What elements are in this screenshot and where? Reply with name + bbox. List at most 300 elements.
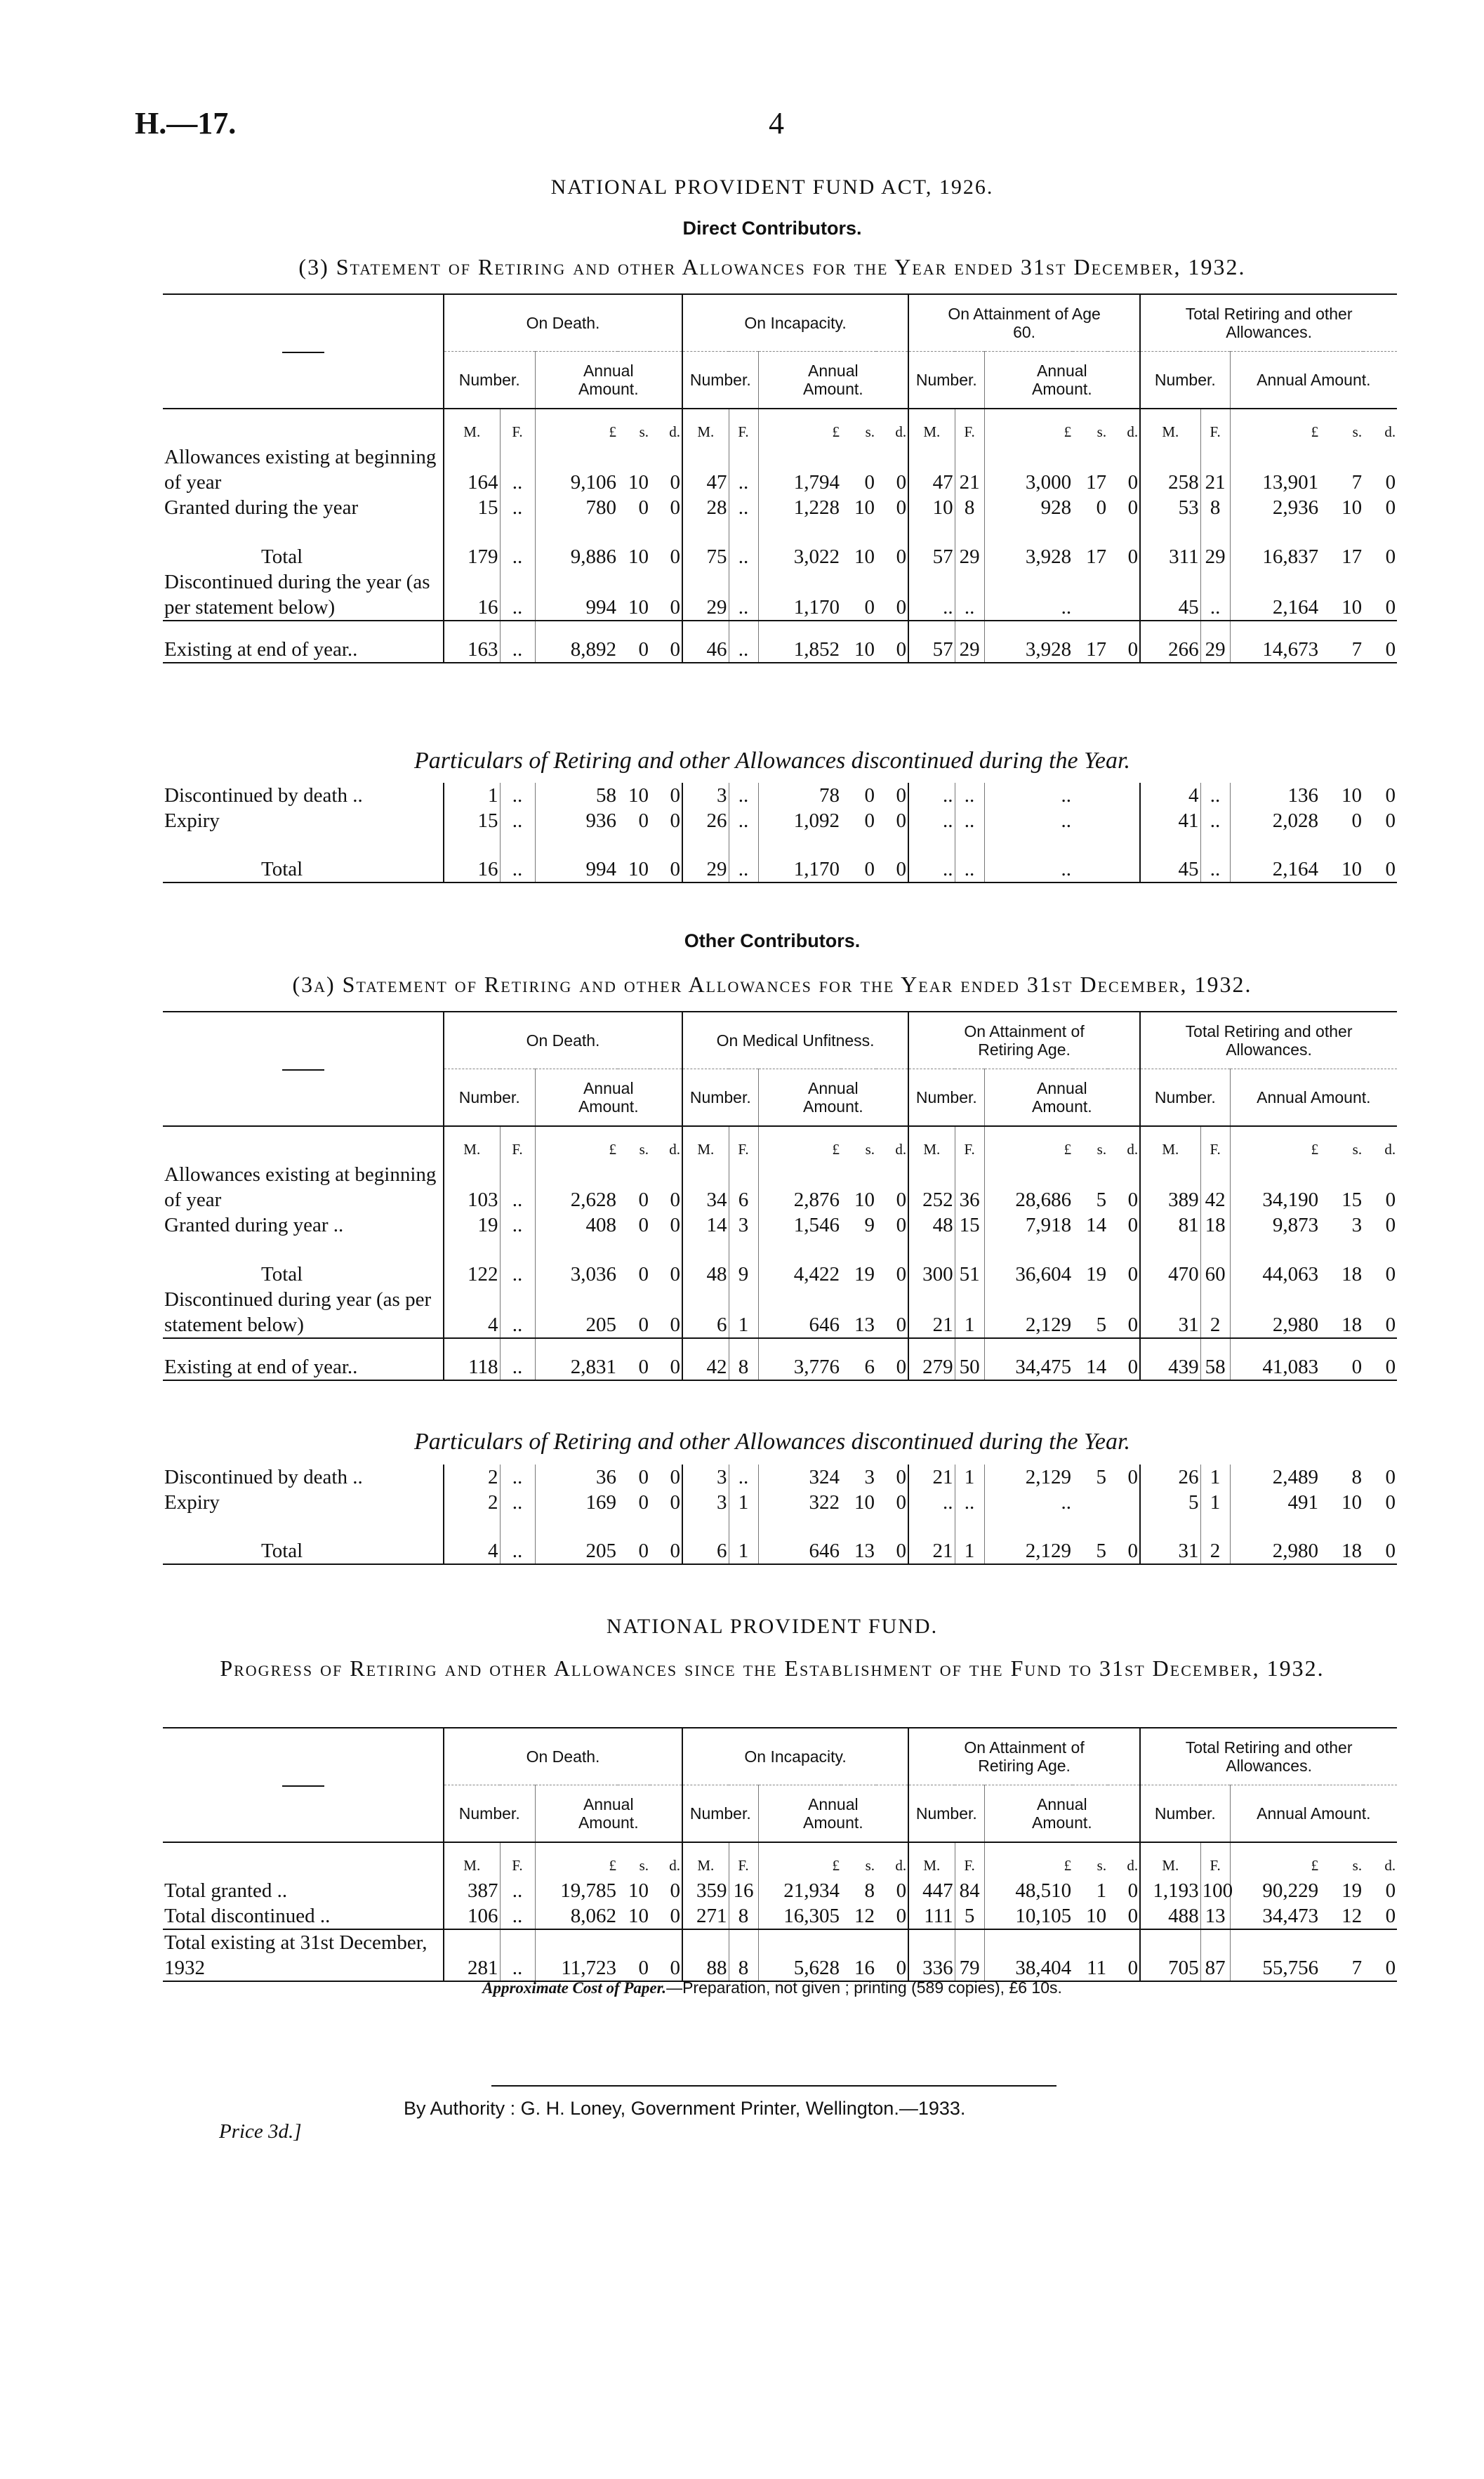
cell-value: 0 <box>670 784 680 807</box>
unit-m: M. <box>908 1126 955 1162</box>
cell-value: 936 <box>535 808 618 833</box>
cell-value: 780 <box>535 495 618 520</box>
cell-value: .. <box>955 1490 984 1515</box>
cell-value: .. <box>955 808 984 833</box>
cell-value: 17 <box>1341 546 1363 568</box>
cell-value: 12 <box>1341 1905 1363 1927</box>
unit-l: £ <box>1230 1126 1320 1162</box>
cell-value: 28,686 <box>984 1162 1073 1212</box>
cell-value: 14 <box>1086 1214 1107 1236</box>
unit-s: s. <box>865 1141 875 1158</box>
cell-value: 26 <box>682 808 729 833</box>
cell-value: 81 <box>1140 1212 1200 1238</box>
cell-value: 21 <box>908 1287 955 1338</box>
cell-value: 10,105 <box>984 1903 1073 1929</box>
unit-d: d. <box>895 1141 907 1158</box>
cell-value: .. <box>500 444 535 495</box>
cell-value: 34,190 <box>1230 1162 1320 1212</box>
cell-value: 34,475 <box>984 1338 1073 1380</box>
cell-value: 164 <box>444 444 500 495</box>
cell-value: 16,837 <box>1230 520 1320 569</box>
number-header: Number. <box>444 352 535 409</box>
column-group-4: Total Retiring and other Allowances. <box>1140 1012 1397 1069</box>
row-label: Total <box>261 858 303 880</box>
unit-s: s. <box>1097 423 1107 440</box>
row-label: Total discontinued .. <box>164 1905 331 1927</box>
cell-value: 10 <box>854 638 875 661</box>
cell-value: 46 <box>682 621 729 663</box>
unit-s: s. <box>1352 423 1363 440</box>
cell-value: 279 <box>908 1338 955 1380</box>
cell-value: 0 <box>670 1189 681 1211</box>
unit-m: M. <box>682 1126 729 1162</box>
cell-value: 3,036 <box>535 1238 618 1287</box>
sec2-subtitle: Other Contributors. <box>684 930 861 951</box>
cell-value: 10 <box>628 1879 649 1902</box>
number-header: Number. <box>444 1785 535 1843</box>
cell-value: 6 <box>729 1162 758 1212</box>
cell-value: .. <box>500 1515 535 1564</box>
unit-f: F. <box>1200 1842 1230 1878</box>
row-label: Granted during year .. <box>164 1214 344 1236</box>
row-label: Total granted .. <box>164 1879 288 1902</box>
cell-value: 29 <box>1200 621 1230 663</box>
cell-value: .. <box>1200 808 1230 833</box>
cell-value: 0 <box>670 1957 681 1979</box>
cell-value: 8 <box>729 1338 758 1380</box>
cell-value: 58 <box>535 783 618 808</box>
cell-value: .. <box>984 1490 1073 1515</box>
cell-value: 1 <box>729 1287 758 1338</box>
cell-value: 0 <box>896 1957 907 1979</box>
cell-value: 100 <box>1200 1878 1230 1903</box>
unit-f: F. <box>729 1842 758 1878</box>
cell-value: 6 <box>864 1356 875 1378</box>
unit-l: £ <box>535 1126 618 1162</box>
cell-value <box>1108 783 1140 808</box>
cell-value: 7 <box>1351 471 1363 494</box>
cell-value: 10 <box>1341 784 1362 807</box>
cell-value: 42 <box>682 1338 729 1380</box>
cell-value: 169 <box>535 1490 618 1515</box>
cell-value: 439 <box>1140 1338 1200 1380</box>
cell-value: 8 <box>1351 1466 1362 1488</box>
cell-value: .. <box>984 833 1073 882</box>
cell-value: 3 <box>864 1466 875 1488</box>
cell-value: 300 <box>908 1238 955 1287</box>
column-group-3: On Attainment of Retiring Age. <box>908 1728 1140 1785</box>
cell-value: 1,193 <box>1140 1878 1200 1903</box>
cell-value: .. <box>500 495 535 520</box>
cell-value: .. <box>908 808 955 833</box>
cell-value: 0 <box>670 596 681 619</box>
sec3-subtitle: NATIONAL PROVIDENT FUND. <box>606 1615 939 1638</box>
column-group-2: On Incapacity. <box>682 294 908 352</box>
cell-value: 0 <box>638 809 649 832</box>
cell-value: 0 <box>896 546 907 568</box>
row-header-dash <box>163 1012 444 1126</box>
cell-value: 163 <box>444 621 500 663</box>
cell-value: 2 <box>444 1490 500 1515</box>
unit-m: M. <box>908 409 955 444</box>
cell-value: 21 <box>908 1465 955 1490</box>
cell-value: .. <box>500 1238 535 1287</box>
unit-s: s. <box>639 1857 649 1874</box>
cell-value: 10 <box>628 1905 649 1927</box>
cell-value: .. <box>955 569 984 621</box>
cell-value: 18 <box>1341 1263 1363 1285</box>
cell-value: 0 <box>864 809 875 832</box>
cell-value: 90,229 <box>1230 1878 1320 1903</box>
cell-value: 14 <box>1086 1356 1107 1378</box>
cell-value: 10 <box>1341 496 1363 519</box>
cell-value: .. <box>729 1465 758 1490</box>
cell-value: 19 <box>444 1212 500 1238</box>
cell-value: 60 <box>1200 1238 1230 1287</box>
cell-value: .. <box>500 1162 535 1212</box>
unit-f: F. <box>955 1126 984 1162</box>
unit-f: F. <box>955 1842 984 1878</box>
cell-value: 0 <box>1127 1214 1139 1236</box>
cell-value: 6 <box>682 1287 729 1338</box>
cell-value: 0 <box>638 496 649 519</box>
sec2-particulars-table <box>163 1465 1397 1565</box>
cell-value: 205 <box>535 1287 618 1338</box>
cell-value: 47 <box>682 444 729 495</box>
cell-value: 2 <box>1200 1287 1230 1338</box>
cell-value: 13 <box>1200 1903 1230 1929</box>
row-header-dash <box>163 1728 444 1842</box>
cell-value: 0 <box>1385 1957 1396 1979</box>
unit-m: M. <box>1140 409 1200 444</box>
cell-value: 2,028 <box>1230 808 1320 833</box>
cell-value: 0 <box>896 596 907 619</box>
cell-value: 0 <box>1385 496 1396 519</box>
cell-value: 0 <box>670 1214 681 1236</box>
cell-value: 2,980 <box>1230 1287 1320 1338</box>
cell-value: 1 <box>955 1287 984 1338</box>
cell-value: 10 <box>854 1189 875 1211</box>
unit-s: s. <box>639 423 649 440</box>
cell-value: 0 <box>1385 1466 1396 1488</box>
cell-value: 205 <box>535 1515 618 1564</box>
cell-value: 1,852 <box>758 621 841 663</box>
cell-value: .. <box>729 808 758 833</box>
row-label: Total <box>261 1263 303 1285</box>
unit-l: £ <box>984 409 1073 444</box>
authority-line: By Authority : G. H. Loney, Government Printer, Wellington.—1933. <box>404 2098 966 2119</box>
number-header: Number. <box>1140 1785 1230 1843</box>
unit-f: F. <box>729 409 758 444</box>
cell-value: 48,510 <box>984 1878 1073 1903</box>
cell-value: 8,892 <box>535 621 618 663</box>
cell-value: 408 <box>535 1212 618 1238</box>
cell-value: 0 <box>638 1314 649 1336</box>
cell-value: 45 <box>1140 833 1200 882</box>
cell-value: 0 <box>638 1189 649 1211</box>
cell-value: 8 <box>729 1903 758 1929</box>
cell-value: 45 <box>1140 569 1200 621</box>
cell-value <box>1073 783 1108 808</box>
cell-value: 994 <box>535 569 618 621</box>
cell-value: 19 <box>1341 1879 1363 1902</box>
cell-value: 1,794 <box>758 444 841 495</box>
column-group-1: On Death. <box>444 1012 682 1069</box>
cell-value: .. <box>500 1212 535 1238</box>
unit-d: d. <box>1127 1141 1139 1158</box>
cell-value: 2,831 <box>535 1338 618 1380</box>
cell-value: 0 <box>1385 1905 1396 1927</box>
column-group-1: On Death. <box>444 1728 682 1785</box>
cell-value: 9,106 <box>535 444 618 495</box>
row-label: Expiry <box>164 809 220 832</box>
cell-value: 2 <box>1200 1515 1230 1564</box>
cell-value: .. <box>955 833 984 882</box>
cell-value: 1,170 <box>758 569 841 621</box>
sec1-subtitle: Direct Contributors. <box>682 218 862 239</box>
cell-value: 0 <box>896 1540 906 1562</box>
cell-value: .. <box>500 1929 535 1981</box>
cell-value: 48 <box>908 1212 955 1238</box>
unit-d: d. <box>895 1857 907 1874</box>
cell-value: 3 <box>682 1490 729 1515</box>
cell-value <box>1108 833 1140 882</box>
cell-value: 10 <box>1341 596 1363 619</box>
cell-value: .. <box>500 833 535 882</box>
unit-d: d. <box>1384 423 1396 440</box>
cell-value: 3,776 <box>758 1338 841 1380</box>
cell-value: 17 <box>1086 638 1107 661</box>
cell-value: 387 <box>444 1878 500 1903</box>
cell-value <box>1073 833 1108 882</box>
unit-d: d. <box>669 1857 681 1874</box>
unit-m: M. <box>444 1126 500 1162</box>
cell-value: 0 <box>1096 496 1107 519</box>
cell-value: 136 <box>1230 783 1320 808</box>
cell-value: 47 <box>908 444 955 495</box>
cell-value: 271 <box>682 1903 729 1929</box>
unit-l: £ <box>535 409 618 444</box>
cell-value: .. <box>729 621 758 663</box>
cell-value: 8 <box>955 495 984 520</box>
cell-value: 646 <box>758 1515 841 1564</box>
cell-value: 470 <box>1140 1238 1200 1287</box>
cell-value: 5 <box>1096 1314 1107 1336</box>
cell-value: 53 <box>1140 495 1200 520</box>
cell-value: 0 <box>1385 596 1396 619</box>
cell-value: 13 <box>854 1540 875 1562</box>
cell-value: 10 <box>628 596 649 619</box>
cell-value: 7 <box>1351 638 1363 661</box>
cell-value: 0 <box>896 1356 907 1378</box>
cell-value: 0 <box>670 496 681 519</box>
unit-row-spacer <box>163 409 444 444</box>
cell-value: 16 <box>444 569 500 621</box>
unit-l: £ <box>758 409 841 444</box>
cell-value: 0 <box>896 638 907 661</box>
sec1-particulars-table <box>163 783 1397 883</box>
cell-value: .. <box>1200 833 1230 882</box>
unit-l: £ <box>758 1842 841 1878</box>
unit-s: s. <box>1352 1857 1363 1874</box>
cell-value: 0 <box>1127 1356 1139 1378</box>
column-group-4: Total Retiring and other Allowances. <box>1140 294 1397 352</box>
cell-value: 36 <box>955 1162 984 1212</box>
cell-value: 0 <box>896 496 907 519</box>
row-label: Total <box>261 546 303 568</box>
cell-value: 42 <box>1200 1162 1230 1212</box>
number-header: Number. <box>682 1069 758 1127</box>
cell-value: 0 <box>638 1491 649 1514</box>
cell-value: 7 <box>1351 1957 1363 1979</box>
cell-value: 0 <box>864 596 875 619</box>
cell-value: .. <box>500 1878 535 1903</box>
cell-value: 3,928 <box>984 621 1073 663</box>
cell-value: 15 <box>444 495 500 520</box>
cell-value: 311 <box>1140 520 1200 569</box>
cell-value: 281 <box>444 1929 500 1981</box>
cell-value: 0 <box>1385 858 1396 880</box>
amount-header: Annual Amount. <box>984 1069 1140 1127</box>
cell-value: 87 <box>1200 1929 1230 1981</box>
number-header: Number. <box>908 1785 984 1843</box>
cost-note <box>161 1978 1383 1997</box>
cell-value: 324 <box>758 1465 841 1490</box>
number-header: Number. <box>908 352 984 409</box>
cell-value: 0 <box>1385 1214 1396 1236</box>
cell-value: .. <box>729 444 758 495</box>
cell-value: 4 <box>444 1287 500 1338</box>
unit-s: s. <box>865 423 875 440</box>
cell-value: 1 <box>729 1515 758 1564</box>
cell-value: 16,305 <box>758 1903 841 1929</box>
cell-value: 0 <box>670 1879 681 1902</box>
cell-value: .. <box>500 808 535 833</box>
cell-value: 48 <box>682 1238 729 1287</box>
cell-value: 18 <box>1341 1540 1362 1562</box>
cell-value: 15 <box>1341 1189 1363 1211</box>
unit-f: F. <box>955 409 984 444</box>
cell-value: 7,918 <box>984 1212 1073 1238</box>
cell-value: 57 <box>908 621 955 663</box>
cell-value: 3,928 <box>984 520 1073 569</box>
cell-value: 13 <box>854 1314 875 1336</box>
column-group-1: On Death. <box>444 294 682 352</box>
cell-value: 3 <box>729 1212 758 1238</box>
cell-value: 1 <box>729 1490 758 1515</box>
sec1-particulars-title: Particulars of Retiring and other Allowances discontinued during the Year. <box>414 748 1130 774</box>
row-label: Granted during the year <box>164 496 359 519</box>
cell-value: 0 <box>670 1491 680 1514</box>
cell-value: 0 <box>1127 638 1139 661</box>
cell-value: 118 <box>444 1338 500 1380</box>
cell-value: 28 <box>682 495 729 520</box>
cell-value: 3,022 <box>758 520 841 569</box>
cell-value: 1,092 <box>758 808 841 833</box>
cell-value: 10 <box>854 496 875 519</box>
cell-value: 10 <box>1086 1905 1107 1927</box>
cell-value: 488 <box>1140 1903 1200 1929</box>
cell-value: 2 <box>444 1465 500 1490</box>
cell-value: 0 <box>896 858 906 880</box>
cell-value: 2,129 <box>984 1287 1073 1338</box>
cell-value: 3 <box>1351 1214 1363 1236</box>
unit-row-spacer <box>163 1126 444 1162</box>
cell-value: 0 <box>1385 809 1396 832</box>
cell-value: 0 <box>1385 1879 1396 1902</box>
column-group-3: On Attainment of Age 60. <box>908 294 1140 352</box>
row-label: Existing at end of year.. <box>164 1356 358 1378</box>
cell-value: 258 <box>1140 444 1200 495</box>
cell-value: 4 <box>1140 783 1200 808</box>
cell-value: 36 <box>535 1465 618 1490</box>
cell-value: 0 <box>1385 638 1396 661</box>
cell-value: 16 <box>854 1957 875 1979</box>
cell-value: .. <box>729 833 758 882</box>
sec2-particulars-title: Particulars of Retiring and other Allowances discontinued during the Year. <box>414 1429 1130 1455</box>
cell-value: 10 <box>1341 858 1362 880</box>
cell-value: 389 <box>1140 1162 1200 1212</box>
cell-value: 6 <box>682 1515 729 1564</box>
sec2-table <box>163 1011 1397 1381</box>
cell-value: 2,164 <box>1230 569 1320 621</box>
cell-value: .. <box>729 495 758 520</box>
cell-value: 0 <box>638 1540 649 1562</box>
cell-value: 0 <box>864 471 875 494</box>
unit-f: F. <box>500 1842 535 1878</box>
amount-header: Annual Amount. <box>758 1069 908 1127</box>
row-label: Discontinued by death .. <box>164 784 363 807</box>
cell-value: 0 <box>1127 1879 1139 1902</box>
cell-value: 2,489 <box>1230 1465 1320 1490</box>
cell-value: 5 <box>1096 1189 1107 1211</box>
unit-m: M. <box>1140 1842 1200 1878</box>
cell-value: 994 <box>535 833 618 882</box>
cell-value: 0 <box>638 1957 649 1979</box>
cell-value: 88 <box>682 1929 729 1981</box>
cell-value: 0 <box>1385 784 1396 807</box>
cell-value: .. <box>500 520 535 569</box>
cell-value: 8 <box>1200 495 1230 520</box>
unit-l: £ <box>535 1842 618 1878</box>
cell-value: 10 <box>1341 1491 1362 1514</box>
cell-value: 10 <box>628 858 649 880</box>
cell-value <box>1108 569 1140 621</box>
cell-value: 0 <box>670 809 680 832</box>
cell-value: 0 <box>670 1314 681 1336</box>
cell-value: 491 <box>1230 1490 1320 1515</box>
cell-value: 0 <box>896 784 906 807</box>
cell-value: .. <box>729 569 758 621</box>
cell-value: 15 <box>444 808 500 833</box>
unit-d: d. <box>895 423 907 440</box>
amount-header: Annual Amount. <box>1230 1785 1397 1843</box>
cell-value: 57 <box>908 520 955 569</box>
cell-value: .. <box>500 783 535 808</box>
cell-value: .. <box>908 569 955 621</box>
unit-d: d. <box>669 1141 681 1158</box>
cell-value: .. <box>955 783 984 808</box>
cell-value: 36,604 <box>984 1238 1073 1287</box>
cell-value: 0 <box>896 471 907 494</box>
cell-value: 1 <box>955 1465 984 1490</box>
cell-value: 0 <box>670 1905 681 1927</box>
cell-value: 41 <box>1140 808 1200 833</box>
cell-value: 29 <box>955 621 984 663</box>
unit-f: F. <box>500 1126 535 1162</box>
cell-value: 10 <box>628 546 649 568</box>
cell-value: 0 <box>1127 496 1139 519</box>
